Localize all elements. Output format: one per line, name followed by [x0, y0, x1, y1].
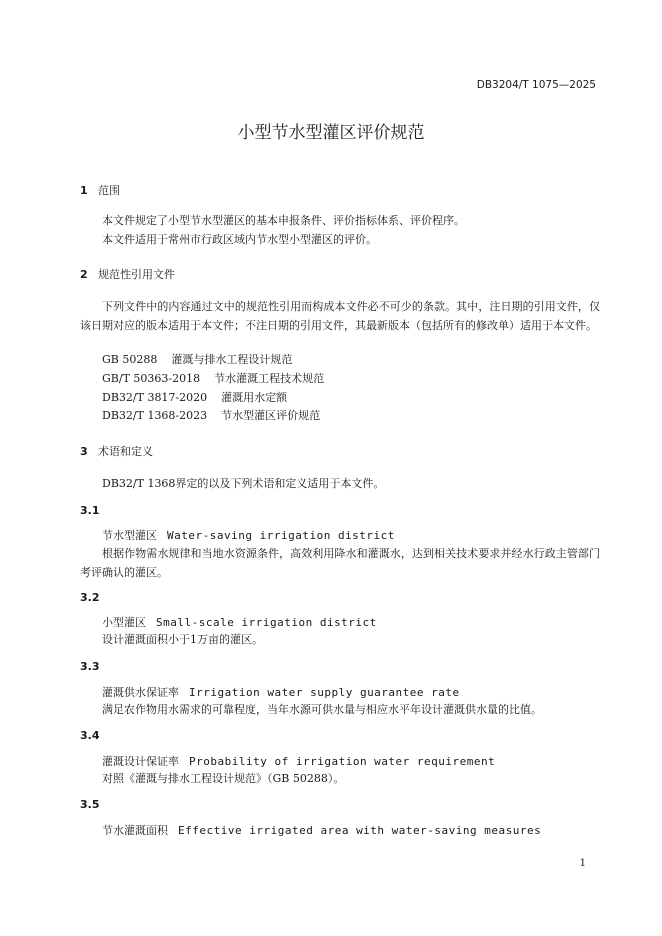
term-definition: 设计灌溉面积小于1万亩的灌区。	[102, 633, 263, 646]
term-en: Effective irrigated area with water-saving measures	[178, 824, 542, 837]
reference-item	[102, 370, 324, 386]
section-2-heading	[80, 266, 175, 282]
paragraph: DB32/T 1368界定的以及下列术语和定义适用于本文件。	[102, 477, 385, 490]
term-heading	[102, 684, 460, 700]
reference-name: 灌溉与排水工程设计规范	[171, 353, 293, 366]
term-definition: 满足农作物用水需求的可靠程度，当年水源可供水量与相应水平年设计灌溉供水量的比值。	[102, 703, 542, 716]
term-heading	[102, 614, 377, 630]
term-number: 3.4	[80, 729, 100, 742]
page-number: 1	[579, 858, 586, 869]
reference-code: GB 50288	[102, 353, 158, 366]
reference-name: 灌溉用水定额	[221, 391, 288, 404]
section-title: 规范性引用文件	[98, 268, 175, 281]
section-number: 2	[80, 268, 88, 281]
term-number: 3.5	[80, 798, 100, 811]
section-3-heading	[80, 443, 153, 459]
term-heading	[102, 822, 541, 838]
document-number: DB3204/T 1075—2025	[476, 79, 596, 91]
term-heading	[102, 527, 395, 543]
term-en: Probability of irrigation water requirement	[189, 755, 496, 768]
reference-name: 节水型灌区评价规范	[221, 409, 321, 422]
reference-code: DB32/T 3817-2020	[102, 391, 208, 404]
paragraph: 本文件规定了小型节水型灌区的基本申报条件、评价指标体系、评价程序。	[102, 214, 465, 227]
term-definition: 根据作物需水规律和当地水资源条件，高效利用降水和灌溉水，达到相关技术要求并经水行政主管部门考评确认的灌区。	[80, 547, 600, 579]
paragraph: 本文件适用于常州市行政区域内节水型小型灌区的评价。	[102, 233, 377, 246]
term-zh: 灌溉供水保证率	[102, 686, 179, 699]
section-title: 范围	[98, 184, 120, 197]
term-en: Small-scale irrigation district	[156, 616, 377, 629]
term-zh: 小型灌区	[102, 616, 146, 629]
reference-item	[102, 389, 287, 405]
term-number: 3.3	[80, 660, 100, 673]
reference-code: DB32/T 1368-2023	[102, 409, 208, 422]
term-definition: 对照《灌溉与排水工程设计规范》（GB 50288）。	[102, 772, 345, 785]
paragraph: 下列文件中的内容通过文中的规范性引用而构成本文件必不可少的条款。其中，注日期的引用文件，仅该日期对应的版本适用于本文件；不注日期的引用文件，其最新版本（包括所有的修改单）适用于本文件。	[80, 300, 600, 332]
term-number: 3.2	[80, 591, 100, 604]
term-en: Water-saving irrigation district	[167, 529, 395, 542]
term-number: 3.1	[80, 504, 100, 517]
reference-code: GB/T 50363-2018	[102, 372, 201, 385]
term-zh: 灌溉设计保证率	[102, 755, 179, 768]
section-1-heading	[80, 182, 120, 198]
section-number: 3	[80, 445, 88, 458]
term-zh: 节水型灌区	[102, 529, 157, 542]
term-zh: 节水灌溉面积	[102, 824, 168, 837]
reference-name: 节水灌溉工程技术规范	[214, 372, 325, 385]
section-title: 术语和定义	[98, 445, 153, 458]
term-en: Irrigation water supply guarantee rate	[189, 686, 460, 699]
reference-item	[102, 351, 292, 367]
reference-item	[102, 407, 320, 423]
term-heading	[102, 753, 495, 769]
section-number: 1	[80, 184, 88, 197]
page-title: 小型节水型灌区评价规范	[237, 123, 425, 143]
